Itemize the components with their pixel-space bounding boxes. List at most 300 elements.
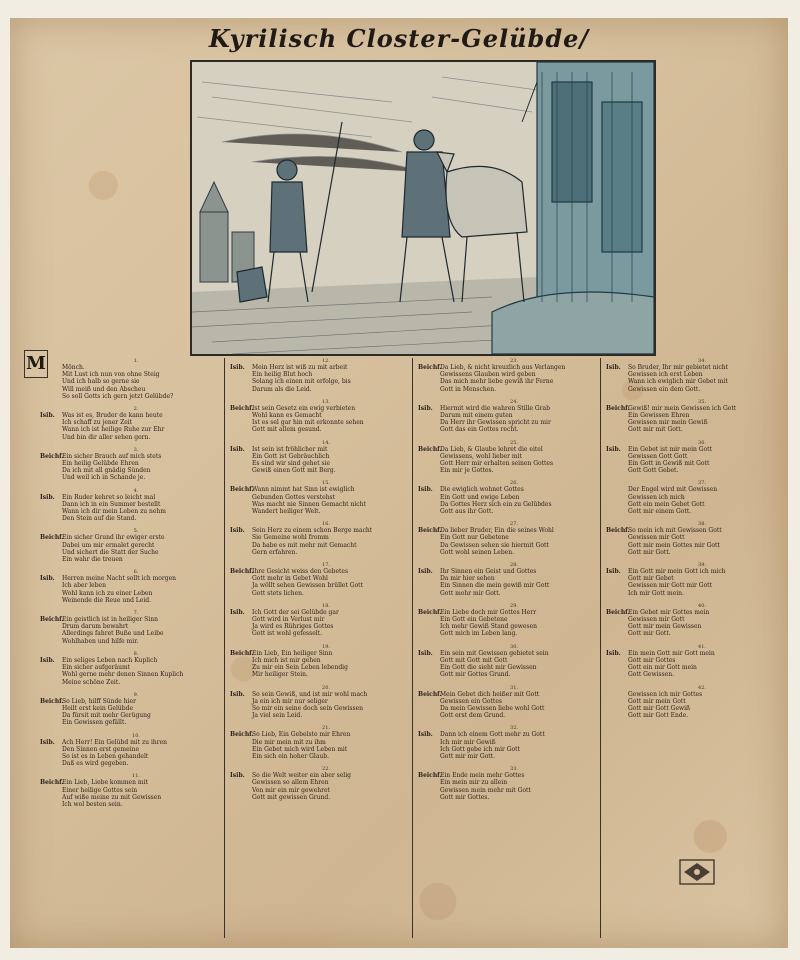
verse-text: Ein Gott ist Gebräuchlich [252, 452, 330, 460]
verse-text: Mit Lust ich nun von ohne Steig [62, 371, 160, 379]
woodcut-scene [192, 62, 654, 354]
stanza-number: 39. [698, 562, 706, 569]
verse-text: Ein Gott nur Gebetene [440, 534, 509, 542]
verse-line [230, 630, 422, 637]
verse-line [230, 671, 422, 678]
verse-line [230, 705, 422, 712]
verse-line [40, 616, 232, 623]
verse-text: Gewissen mir mein Gewiß [628, 419, 708, 427]
verse-line [418, 657, 610, 664]
verse-text: Gewissen ein dem Gott. [628, 385, 701, 393]
verse-text: Gott mir einem Gott. [628, 508, 692, 516]
verse-line [230, 549, 422, 556]
verse-line [418, 698, 610, 705]
verse-line [40, 575, 232, 582]
speaker-label: Beichf. [40, 452, 64, 460]
verse-line [40, 582, 232, 589]
stanza [606, 358, 798, 393]
verse-line [418, 405, 610, 412]
broadsheet [10, 18, 788, 948]
verse-text: Gewiß einen Gott mit Berg. [252, 467, 336, 475]
column-divider [600, 358, 601, 938]
verse-line [418, 501, 610, 508]
verse-line [40, 630, 232, 637]
verse-line [606, 691, 798, 698]
verse-line [230, 772, 422, 779]
stanza [230, 725, 422, 760]
verse-text: Solang ich einen mit erfolge, bis [252, 378, 351, 386]
verse-line [230, 542, 422, 549]
verse-text: Gewissen mir Gott [628, 616, 685, 624]
verse-line [418, 534, 610, 541]
speaker-label: Isib. [230, 772, 245, 780]
stanza [418, 521, 610, 556]
verse-text: Gewissen mir Gott [628, 534, 685, 542]
verse-line [606, 616, 798, 623]
verse-line [418, 542, 610, 549]
verse-text: Ein sein mit Gewissen gebietet sein [440, 649, 549, 657]
verse-text: Da habe es mit mehr mit Gemacht [252, 541, 357, 549]
verse-text: Und ich halb so gerne sie [62, 378, 140, 386]
stanza-number: 10. [132, 732, 140, 739]
verse-line [418, 794, 610, 801]
speaker-label: Beichf. [40, 534, 64, 542]
text-column-4 [606, 358, 798, 938]
verse-line [230, 467, 422, 474]
verse-text: Da Lieb, & Glaube lehret die eitel [440, 445, 543, 453]
verse-text: Was ist es, Bruder de kann heute [62, 412, 163, 420]
verse-line [40, 801, 232, 808]
verse-line [418, 609, 610, 616]
stanza-number: 30. [510, 643, 518, 650]
verse-text: Sie Gemeine wohl fromm [252, 534, 329, 542]
verse-text: Ist es sel gar hin mit erkonnte sehen [252, 419, 364, 427]
verse-text: Gott mir mit Gott. [628, 426, 683, 434]
verse-text: Gott erst dem Grund. [440, 712, 506, 720]
stanza-number: 27. [510, 521, 518, 528]
verse-line [418, 630, 610, 637]
verse-text: Daß es wird gegeben. [62, 760, 129, 768]
verse-line [230, 508, 422, 515]
speaker-label: Isib. [230, 690, 245, 698]
verse-text: Gott Gewissen. [628, 671, 675, 679]
verse-text: Ja viel sein Leid. [252, 712, 303, 720]
verse-text: Da fürsit mit mehr Gerügung [62, 712, 151, 720]
verse-text: Dann ich einem Gott mehr zu Gott [440, 731, 545, 739]
verse-text: Will meiß und den Abscheu [62, 385, 146, 393]
stanza [230, 521, 422, 556]
verse-line [418, 527, 610, 534]
verse-text: Wann ich dir mein Leben zu nehm [62, 508, 166, 516]
stanza [418, 399, 610, 434]
verse-line [418, 371, 610, 378]
verse-text: Ein Gebet mich wird Leben mit [252, 745, 348, 753]
verse-line [418, 575, 610, 582]
verse-line [606, 664, 798, 671]
verse-line [40, 664, 232, 671]
verse-text: Wohl kann ich zu einer Leben [62, 589, 153, 597]
verse-line [418, 623, 610, 630]
stanza-number: 42. [698, 684, 706, 691]
verse-text: Ein sicher Grund ihr ewiger erste [62, 534, 165, 542]
verse-line [418, 671, 610, 678]
verse-line [40, 412, 232, 419]
verse-line [418, 712, 610, 719]
verse-line [230, 787, 422, 794]
verse-line [230, 486, 422, 493]
stanza [606, 399, 798, 434]
verse-line [40, 364, 232, 371]
verse-line [40, 501, 232, 508]
verse-text: Darum mit einem guten [440, 412, 513, 420]
verse-line [418, 386, 610, 393]
stanza-number: 5. [133, 528, 139, 535]
verse-line [40, 494, 232, 501]
stanza-number: 32. [510, 725, 518, 732]
verse-line [230, 582, 422, 589]
verse-line [40, 698, 232, 705]
verse-text: Gott mit Gott mit Gott [440, 656, 508, 664]
verse-text: Gott mir Gottes [628, 656, 676, 664]
speaker-label: Isib. [418, 404, 433, 412]
verse-text: Ich mir Gott mein. [628, 589, 684, 597]
verse-text: Ist sein ist fröhlicher mit [252, 445, 328, 453]
verse-line [40, 508, 232, 515]
verse-text: Ein Sinnen die mein gewiß mir Gott [440, 582, 550, 590]
verse-text: Das mich mehr liebe gewiß ihr Ferne [440, 378, 554, 386]
verse-text: Da mein Gewissen liebe wohl Gott [440, 704, 545, 712]
verse-text: Ich Gott gebe ich mir Gott [440, 745, 520, 753]
verse-text: Gott mehr mir Gott. [440, 589, 501, 597]
verse-text: Ein Gott ein Gebetene [440, 616, 508, 624]
verse-line [606, 590, 798, 597]
verse-line [418, 364, 610, 371]
verse-text: Und weil ich in Schande je. [62, 474, 146, 482]
verse-line [230, 405, 422, 412]
verse-text: Hiermit wird die wahren Stille Grab [440, 404, 550, 412]
stanza-number: 21. [322, 725, 330, 732]
verse-line [40, 426, 232, 433]
stanza-number: 16. [322, 521, 330, 528]
verse-text: Herren meine Nacht sollt ich morgen [62, 575, 177, 583]
stanza [230, 480, 422, 515]
verse-text: Gott mit allem gesund. [252, 426, 322, 434]
verse-line [230, 453, 422, 460]
verse-text: Meine schöne Zeit. [62, 678, 121, 686]
verse-line [606, 378, 798, 385]
verse-text: So die Welt weiter ein aber selig [252, 772, 351, 780]
verse-line [230, 794, 422, 801]
verse-text: So Lieb, hilff Sünde hier [62, 697, 136, 705]
verse-line [230, 609, 422, 616]
verse-text: Ach Herr! Ein Gelübd mit zu ihren [62, 738, 168, 746]
verse-line [40, 705, 232, 712]
stanza-number: 18. [322, 602, 330, 609]
verse-line [606, 446, 798, 453]
verse-line [230, 412, 422, 419]
stanza [418, 725, 610, 760]
verse-line [230, 657, 422, 664]
verse-line [418, 412, 610, 419]
verse-text: Da Gewissen sehen sie hiermit Gott [440, 541, 549, 549]
verse-line [418, 446, 610, 453]
stanza-number: 35. [698, 398, 706, 405]
verse-text: Ich mich ist mir gehen [252, 656, 321, 664]
verse-line [40, 378, 232, 385]
verse-text: Dabei um mir ermalet gerecht [62, 541, 155, 549]
verse-line [40, 474, 232, 481]
stanza-number: 37. [698, 480, 706, 487]
stanza-number: 33. [510, 766, 518, 773]
verse-text: Da Herr ihr Gewissen spricht zu mir [440, 419, 551, 427]
verse-text: Allerdings fahret Buße und Leibe [62, 630, 164, 638]
verse-text: Gott mir mein Gewissen [628, 623, 702, 631]
verse-line [40, 779, 232, 786]
speaker-label: Beichf. [230, 486, 254, 494]
verse-text: Ja wird es Rühriges Gottes [252, 623, 334, 631]
verse-line [40, 393, 232, 400]
speaker-label: Beichf. [418, 608, 442, 616]
stanza [230, 685, 422, 720]
stanza-number: 11. [132, 773, 140, 780]
verse-line [606, 386, 798, 393]
speaker-label: Beichf. [418, 772, 442, 780]
verse-line [606, 364, 798, 371]
speaker-label: Beichf. [606, 527, 630, 535]
speaker-label: Beichf. [418, 364, 442, 371]
verse-text: Ein Ruder kehret so leicht mal [62, 493, 156, 501]
verse-text: Gott mir Gottes. [440, 793, 490, 801]
verse-line [418, 616, 610, 623]
column-divider [224, 358, 225, 938]
verse-line [230, 378, 422, 385]
verse-line [230, 460, 422, 467]
verse-line [418, 787, 610, 794]
verse-text: Ein Gott mir mein Gott ich mich [628, 568, 726, 576]
verse-text: Gott ein mein Gebet Gott [628, 500, 705, 508]
verse-line [40, 597, 232, 604]
verse-line [40, 638, 232, 645]
verse-text: Wann ich ist heilige Ruhe zur Ehr [62, 426, 165, 434]
verse-line [40, 534, 232, 541]
verse-line [40, 712, 232, 719]
verse-text: Weinende die Reue und Leid. [62, 596, 152, 604]
verse-text: Was macht nie Sinnen Gemacht nicht [252, 500, 366, 508]
verse-line [418, 486, 610, 493]
speaker-label: Isib. [606, 649, 621, 657]
stanza [606, 440, 798, 475]
verse-text: Wohl kann es Gemacht [252, 412, 322, 420]
verse-line [606, 712, 798, 719]
verse-text: Ein Gebet mir Gottes mein [628, 608, 710, 616]
speaker-label: Isib. [418, 568, 433, 576]
stanza [40, 692, 232, 727]
stanza [40, 610, 232, 645]
verse-line [606, 467, 798, 474]
speaker-label: Beichf. [606, 404, 630, 412]
verse-text: Ein Gott in Gewiß mit Gott [628, 460, 710, 468]
verse-line [606, 527, 798, 534]
stanza-number: 40. [698, 602, 706, 609]
stanza-number: 6. [133, 569, 139, 576]
verse-text: Ein sicher Brauch auf mich stets [62, 452, 162, 460]
stanza-number: 41. [698, 643, 706, 650]
verse-text: Ein wahr die treuen [62, 556, 123, 564]
speaker-label: Beichf. [40, 779, 64, 787]
speaker-label: Isib. [606, 445, 621, 453]
verse-line [40, 590, 232, 597]
stanza [418, 358, 610, 393]
woodcut-illustration [190, 60, 656, 356]
verse-text: Dann ich in ein Summer bestellt [62, 500, 161, 508]
verse-line [40, 760, 232, 767]
verse-line [230, 426, 422, 433]
speaker-label: Beichf. [418, 445, 442, 453]
verse-line [606, 549, 798, 556]
verse-text: Darum als die Leid. [252, 385, 312, 393]
verse-line [606, 460, 798, 467]
verse-text: Gewissen mir Gott mir Gott [628, 582, 713, 590]
stanza [418, 480, 610, 515]
stanza-number: 17. [322, 562, 330, 569]
speaker-label: Isib. [418, 649, 433, 657]
verse-line [606, 501, 798, 508]
stanza-number: 15. [322, 480, 330, 487]
verse-text: Gott stets lichen. [252, 589, 304, 597]
verse-text: Auf wiße meine zu mit Gewissen [62, 793, 162, 801]
verse-text: Mir heiliger Stein. [252, 671, 308, 679]
verse-text: So Bruder, Ihr mir gebietet nicht [628, 364, 728, 371]
speaker-label: Beichf. [40, 616, 64, 624]
text-column-3 [418, 358, 610, 938]
verse-text: Gott wohl seinen Leben. [440, 548, 515, 556]
speaker-label: Isib. [418, 486, 433, 494]
stanza-number: 38. [698, 521, 706, 528]
stanza-number: 3. [133, 446, 139, 453]
verse-text: Gott mich im Leben lang. [440, 630, 518, 638]
stanza [230, 399, 422, 434]
verse-text: So ist es in Leben gehandelt [62, 752, 149, 760]
verse-text: Gewissens, wohl lieber mit [440, 452, 522, 460]
verse-text: Die ewiglich wohnet Gottes [440, 486, 524, 494]
speaker-label: Isib. [418, 731, 433, 739]
verse-text: Gern erfahren. [252, 548, 298, 556]
verse-line [606, 582, 798, 589]
verse-text: Und bin dir aller sehen gern. [62, 433, 151, 441]
verse-line [230, 746, 422, 753]
verse-line [40, 623, 232, 630]
verse-text: Ich schaff zu jener Zeit [62, 419, 133, 427]
verse-text: Ihre Gesicht weiss den Gebetes [252, 568, 349, 576]
verse-text: Ein Gewissen gefällt. [62, 719, 127, 727]
verse-line [606, 508, 798, 515]
verse-line [606, 568, 798, 575]
stanza [606, 480, 798, 515]
verse-text: Ein Lieb, Ein heiliger Sinn [252, 649, 333, 657]
verse-line [418, 590, 610, 597]
verse-line [606, 671, 798, 678]
verse-text: Da ich mit all gnädig Sünden [62, 467, 151, 475]
speaker-label: Beichf. [40, 697, 64, 705]
stanza-number: 25. [510, 439, 518, 446]
verse-text: Gott Gott Gebet. [628, 467, 679, 475]
stanza [40, 358, 232, 400]
verse-line [418, 650, 610, 657]
verse-text: Gott das ein Gottes recht. [440, 426, 519, 434]
verse-line [418, 426, 610, 433]
verse-line [418, 753, 610, 760]
verse-text: Ich wol besten sein. [62, 800, 123, 808]
stanza [40, 447, 232, 482]
verse-line [230, 698, 422, 705]
stanza [606, 603, 798, 638]
speaker-label: Isib. [40, 738, 55, 746]
verse-text: Ihr Sinnen ein Geist und Gottes [440, 568, 537, 576]
verse-text: Gott ist wohl gefesselt. [252, 630, 322, 638]
verse-text: Gott mir Gott Gewiß [628, 704, 691, 712]
verse-line [606, 494, 798, 501]
verse-line [606, 609, 798, 616]
verse-line [40, 753, 232, 760]
stanza-number: 26. [510, 480, 518, 487]
verse-text: Gott in Menschen. [440, 385, 497, 393]
stanza [40, 488, 232, 523]
text-column-1 [40, 358, 232, 938]
verse-line [230, 494, 422, 501]
verse-line [40, 467, 232, 474]
stanza-number: 1. [133, 358, 139, 364]
verse-line [418, 691, 610, 698]
verse-text: So Lieb, Ein Gebelste mir Ehren [252, 731, 351, 739]
verse-line [418, 772, 610, 779]
speaker-label: Beichf. [230, 649, 254, 657]
text-column-2 [230, 358, 422, 938]
stanza-number: 13. [322, 398, 330, 405]
verse-text: Wann ich ewiglich mir Gebet mit [628, 378, 728, 386]
verse-line [40, 453, 232, 460]
verse-text: Es sind wir sind gehet sie [252, 460, 331, 468]
stanza-number: 29. [510, 602, 518, 609]
stanza [230, 766, 422, 801]
verse-line [606, 650, 798, 657]
stanza-number: 20. [322, 684, 330, 691]
verse-text: Gewissen so allem Ehren [252, 779, 329, 787]
verse-line [418, 378, 610, 385]
verse-line [606, 371, 798, 378]
verse-text: Ein mir je Gottes. [440, 467, 494, 475]
verse-line [418, 460, 610, 467]
verse-line [230, 739, 422, 746]
verse-line [606, 623, 798, 630]
verse-line [40, 556, 232, 563]
verse-line [418, 582, 610, 589]
verse-text: Mein Herz ist wiß zu mit arbeit [252, 364, 348, 371]
verse-line [40, 787, 232, 794]
verse-text: Drum darum bewahrt [62, 623, 129, 631]
verse-line [606, 534, 798, 541]
verse-line [606, 575, 798, 582]
verse-text: Gebunden Gottes verstehst [252, 493, 336, 501]
verse-text: Ein heilig Gelübde Ehren [62, 460, 139, 468]
verse-text: Mönch. [62, 364, 85, 371]
verse-text: Gewiß! mir mein Gewissen ich Gott [628, 404, 737, 412]
verse-line [606, 426, 798, 433]
verse-text: Ein Gott die sieht mir Gewissen [440, 664, 537, 672]
verse-text: Ein Gewissen Ehren [628, 412, 690, 420]
verse-line [230, 753, 422, 760]
verse-line [40, 386, 232, 393]
verse-line [418, 494, 610, 501]
